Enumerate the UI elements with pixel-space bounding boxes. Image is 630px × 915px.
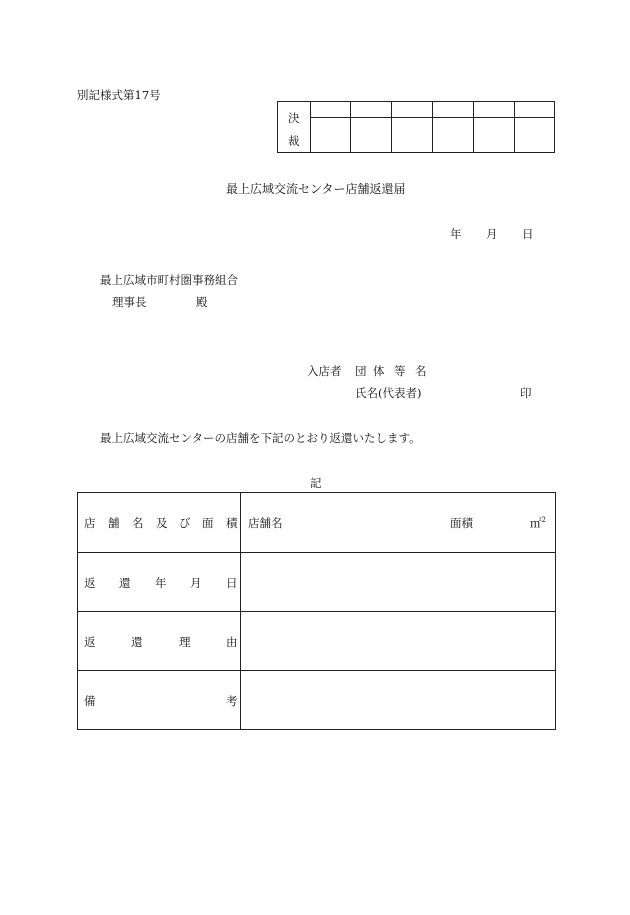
header-char: 返 xyxy=(84,576,96,590)
header-char: 返 xyxy=(84,635,96,649)
table-row-return-reason xyxy=(78,611,555,671)
approval-column-line xyxy=(432,102,433,152)
document-title: 最上広域交流センター店舗返還届 xyxy=(226,182,406,196)
approval-column-line xyxy=(473,102,474,152)
approval-column-line xyxy=(350,102,351,152)
applicant-group-char: 体 xyxy=(373,364,385,378)
header-char: 面 xyxy=(202,516,214,530)
header-char: 由 xyxy=(226,635,238,649)
area-unit xyxy=(530,515,546,531)
approval-stamp-box xyxy=(277,101,555,153)
header-char: び xyxy=(179,516,191,530)
applicant-group-char: 団 xyxy=(355,364,367,378)
form-number: 別記様式第17号 xyxy=(77,88,161,102)
area-unit-superscript: 2 xyxy=(541,516,546,525)
date-month: 月 xyxy=(486,227,498,241)
applicant-name-label: 氏名(代表者) xyxy=(355,386,422,400)
header-char: 考 xyxy=(226,694,238,708)
row-header-remarks xyxy=(78,671,241,730)
header-char: 備 xyxy=(84,694,96,708)
table-row-return-date xyxy=(78,552,555,612)
body-text: 最上広域交流センターの店舗を下記のとおり返還いたします。 xyxy=(100,431,421,445)
approval-label-top: 決 xyxy=(288,111,300,125)
header-char: 名 xyxy=(132,516,144,530)
approval-label-bottom: 裁 xyxy=(288,134,300,148)
applicant-group-char: 等 xyxy=(394,364,406,378)
date-year: 年 xyxy=(450,227,462,241)
row-header-return-reason xyxy=(78,612,241,671)
row-header-return-date xyxy=(78,553,241,612)
area-label: 面積 xyxy=(450,516,473,530)
addressee-org: 最上広域市町村圏事務組合 xyxy=(100,273,238,287)
header-char: 月 xyxy=(190,576,202,590)
table-row-remarks xyxy=(78,670,555,730)
seal-mark: 印 xyxy=(520,386,532,400)
addressee-person: 理事長 xyxy=(112,295,147,309)
header-char: 還 xyxy=(119,576,131,590)
addressee-honorific: 殿 xyxy=(196,295,208,309)
date-day: 日 xyxy=(522,227,534,241)
approval-column-line xyxy=(514,102,515,152)
header-char: 舗 xyxy=(108,516,120,530)
header-char: 日 xyxy=(226,576,238,590)
applicant-group-char: 名 xyxy=(415,364,427,378)
header-char: 還 xyxy=(131,635,143,649)
header-char: 及 xyxy=(156,516,168,530)
table-row-store xyxy=(78,493,555,552)
approval-column-line xyxy=(391,102,392,152)
header-char: 年 xyxy=(155,576,167,590)
note-heading: 記 xyxy=(310,476,322,490)
store-name-label: 店舗名 xyxy=(248,516,283,530)
header-char: 店 xyxy=(84,516,96,530)
row-header-store-area xyxy=(78,493,241,552)
applicant-label: 入店者 xyxy=(307,364,342,378)
area-unit-text: ㎡ xyxy=(530,516,542,530)
header-char: 積 xyxy=(226,516,238,530)
header-char: 理 xyxy=(179,635,191,649)
approval-label-column xyxy=(278,102,311,152)
return-details-table xyxy=(77,492,556,730)
